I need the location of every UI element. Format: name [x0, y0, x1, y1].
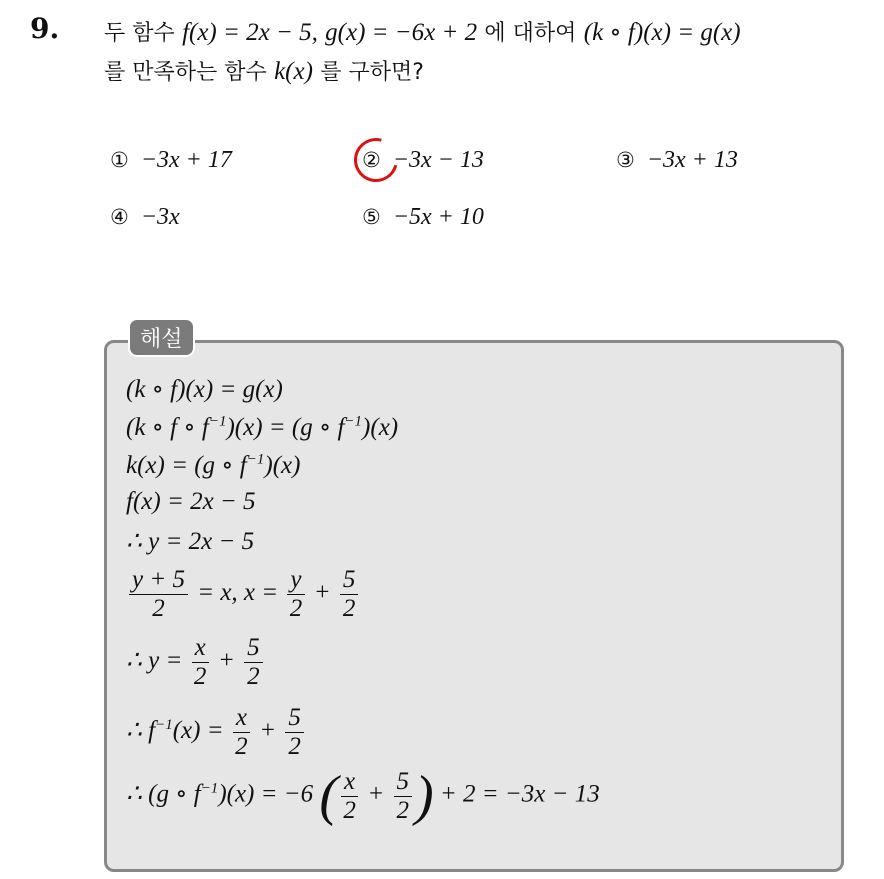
problem-number: 9.	[30, 12, 60, 45]
answer-mark-circle	[346, 130, 406, 190]
question-line-2	[104, 53, 864, 92]
question-line-1	[104, 14, 864, 53]
choice-3[interactable]	[616, 147, 738, 174]
function-k: k(x)	[274, 58, 313, 85]
choice-text: −3x + 13	[646, 147, 738, 173]
question-text	[104, 14, 864, 92]
function-g-definition: g(x) = −6x + 2	[325, 19, 478, 46]
choice-text: −3x	[140, 204, 180, 230]
choice-text: −5x + 10	[392, 204, 484, 230]
solution-line-7: ∴ y = $\frac{x}{2}$ + $\frac{5}{2}$	[126, 634, 266, 691]
fraction: $\frac{5}{2}$	[340, 566, 359, 623]
composition-condition: (k ∘ f)(x) = g(x)	[583, 19, 741, 46]
choice-text: −3x + 17	[140, 147, 232, 173]
question-text-part: 에 대하여	[484, 21, 577, 46]
choice-5[interactable]	[362, 204, 484, 231]
fraction: $\frac{x}{2}$	[341, 768, 358, 825]
choice-4[interactable]	[110, 204, 180, 231]
choice-text: −3x − 13	[392, 147, 484, 173]
solution-line-1: (k ∘ f)(x) = g(x)	[126, 376, 283, 403]
fraction: $\frac{5}{2}$	[394, 768, 413, 825]
solution-line-2: (k ∘ f ∘ $f^{-1})(x) = (g$ ∘ $f^{-1})(x)$	[126, 413, 399, 441]
solution-tag: 해설	[128, 318, 195, 357]
fraction: $\frac{5}{2}$	[285, 704, 304, 761]
choice-number: ①	[110, 148, 129, 172]
fraction: $\frac{y}{2}$	[287, 566, 304, 623]
function-f-definition: f(x) = 2x − 5,	[182, 19, 318, 46]
choice-1[interactable]	[110, 147, 232, 174]
solution-line-6: $\frac{y + 5}{2}$ = x, x = $\frac{y}{2}$ + $\frac{5}{2}$	[126, 566, 361, 623]
fraction: $\frac{y + 5}{2}$	[129, 566, 188, 623]
choice-number: ③	[616, 148, 635, 172]
solution-line-3: k(x) = (g ∘ $f^{-1})(x)$	[126, 451, 301, 479]
question-text-part: 를 구하면?	[320, 60, 424, 85]
solution-line-9: ∴ (g ∘ $f^{-1})(x) = -6$ ( $\frac{x}{2}$ + $\frac{5}{2}$ ) + 2 = −3x − 13	[126, 765, 600, 827]
solution-line-5: ∴ y = 2x − 5	[126, 528, 255, 555]
choice-number: ④	[110, 205, 129, 229]
fraction: $\frac{x}{2}$	[233, 704, 250, 761]
choice-number: ⑤	[362, 205, 381, 229]
question-text-part: 를 만족하는 함수	[104, 60, 267, 85]
fraction: $\frac{x}{2}$	[192, 634, 209, 691]
fraction: $\frac{5}{2}$	[244, 634, 263, 691]
question-text-part: 두 함수	[104, 21, 175, 46]
solution-line-4: f(x) = 2x − 5	[126, 488, 256, 515]
choice-number: ②	[362, 148, 381, 172]
solution-line-8: ∴ $f^{-1}(x)$ = $\frac{x}{2}$ + $\frac{5}{2}$	[126, 704, 307, 761]
